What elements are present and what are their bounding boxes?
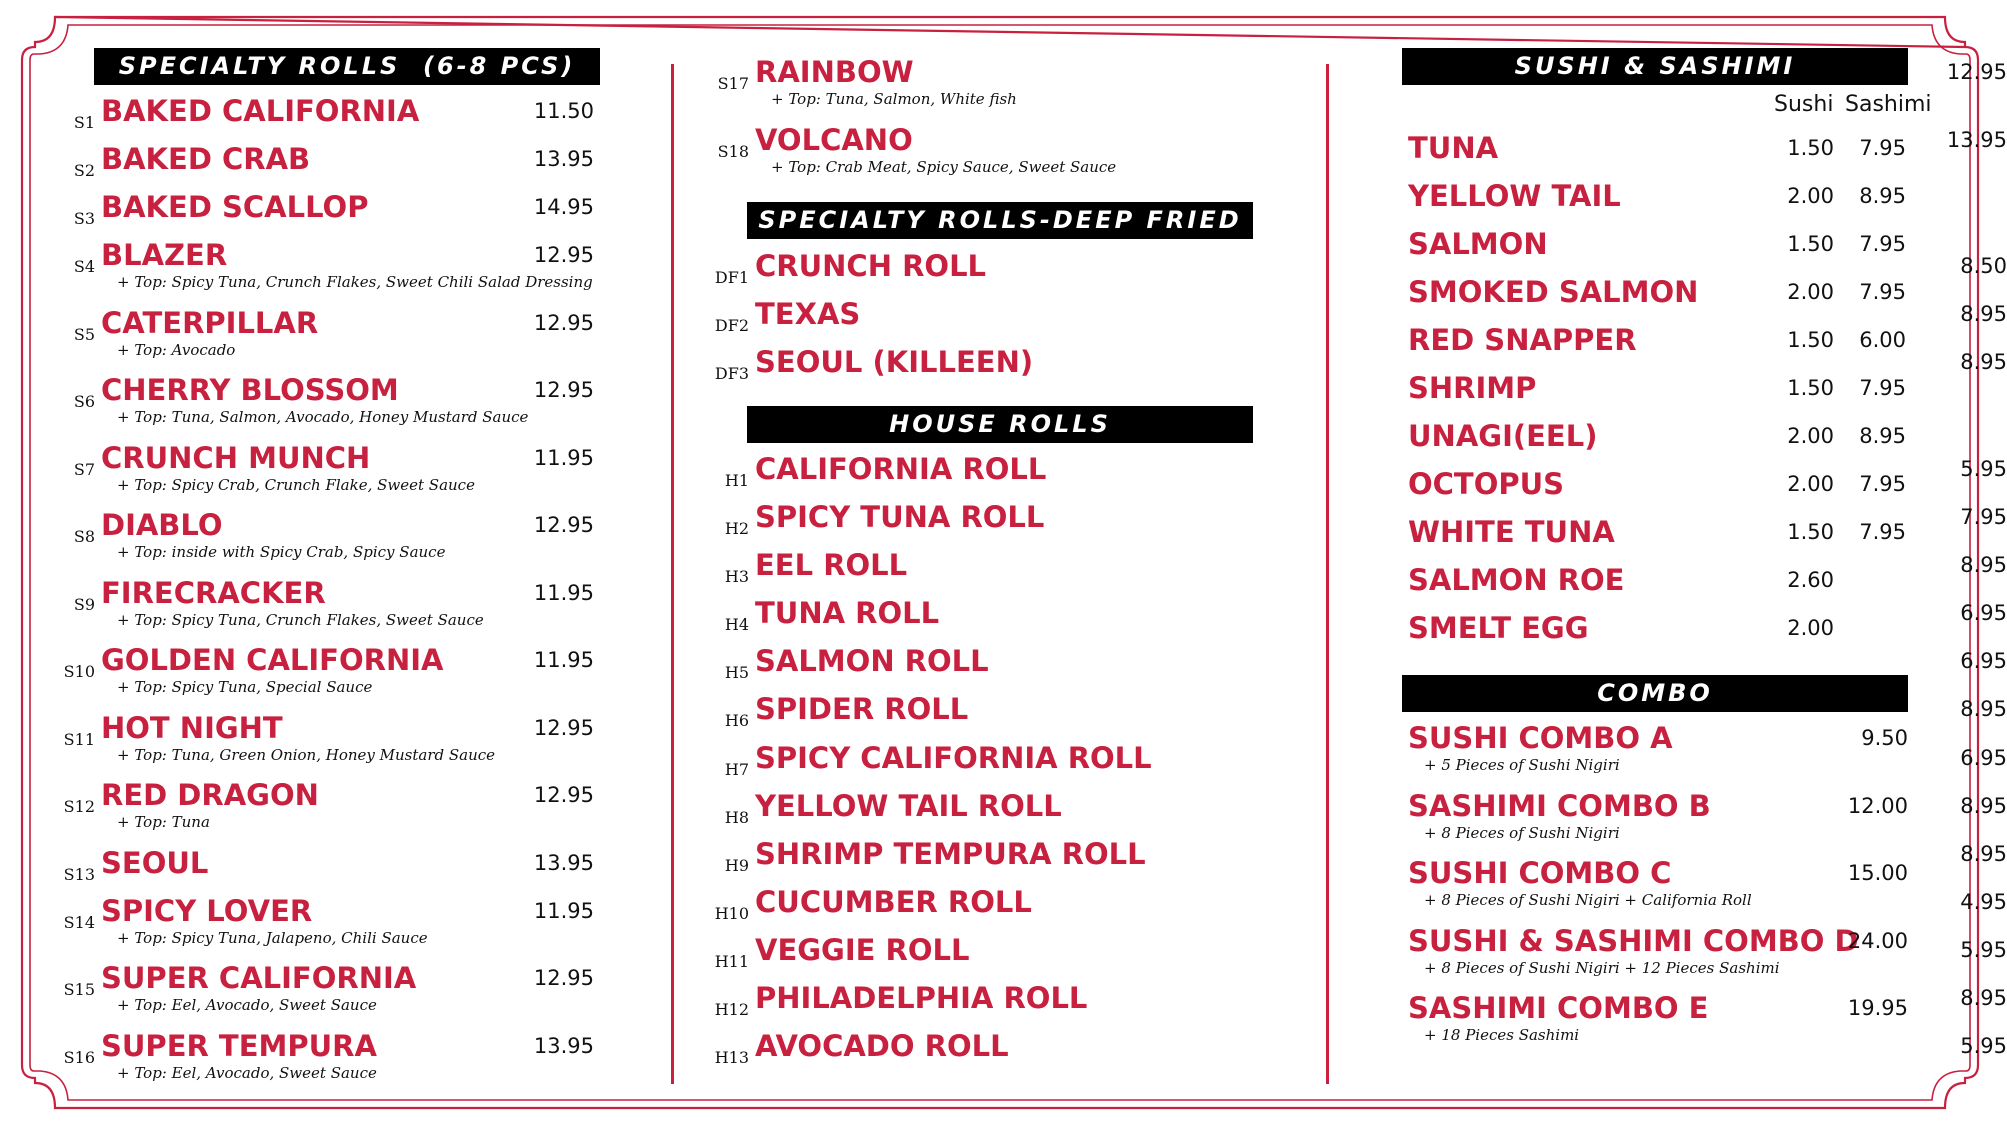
- item-code: S10: [63, 662, 95, 681]
- item-code: S13: [63, 865, 95, 884]
- item-name: TEXAS: [755, 297, 861, 331]
- sushi-item: [1408, 466, 1906, 502]
- item-price: 15.00: [1847, 861, 1908, 885]
- specialty-roll-item: [73, 575, 594, 629]
- combo-item: [1408, 923, 1908, 977]
- item-code: S17: [717, 74, 749, 93]
- item-name: SPICY LOVER: [101, 894, 313, 928]
- item-price: 13.95: [533, 851, 594, 875]
- item-price: 4.95: [1960, 890, 2007, 914]
- sushi-item: [1408, 610, 1834, 646]
- combo-header: COMBO: [1402, 675, 1908, 712]
- item-description: + Top: Tuna, Salmon, White fish: [771, 90, 1017, 108]
- sushi-item: [1408, 274, 1906, 310]
- sushi-item: [1408, 226, 1906, 262]
- item-price: 8.50: [1960, 254, 2007, 278]
- sushi-item: [1408, 322, 1906, 358]
- item-name: CUCUMBER ROLL: [755, 885, 1032, 919]
- item-description: + Top: Spicy Tuna, Jalapeno, Chili Sauce: [117, 929, 428, 947]
- specialty-roll-item: [63, 960, 594, 1014]
- item-price: 12.95: [533, 513, 594, 537]
- item-name: SMELT EGG: [1408, 611, 1589, 645]
- item-code: H10: [714, 904, 749, 923]
- item-name: SASHIMI COMBO E: [1408, 991, 1709, 1025]
- item-name: BAKED CALIFORNIA: [101, 94, 420, 128]
- sushi-item: [1408, 514, 1906, 550]
- item-name: BAKED SCALLOP: [101, 190, 369, 224]
- item-name: SHRIMP: [1408, 371, 1537, 405]
- sushi-price: 2.00: [1787, 280, 1834, 304]
- specialty-roll-item: [63, 642, 594, 696]
- item-name: GOLDEN CALIFORNIA: [101, 643, 444, 677]
- sushi-item: [1408, 130, 1906, 166]
- sushi-price: 2.00: [1787, 424, 1834, 448]
- item-code: H9: [724, 856, 749, 875]
- item-code: S8: [73, 527, 95, 546]
- sushi-column-label: Sushi: [1774, 92, 1834, 117]
- column-divider-left: [671, 64, 674, 1084]
- item-description: + Top: Avocado: [117, 341, 236, 359]
- item-name: SEOUL (KILLEEN): [755, 345, 1034, 379]
- item-name: CRUNCH ROLL: [755, 249, 987, 283]
- item-code: DF3: [714, 364, 749, 383]
- specialty-roll-item: [73, 141, 594, 180]
- item-price: 11.95: [533, 899, 594, 923]
- item-price: 8.95: [1960, 986, 2007, 1010]
- item-description: + 5 Pieces of Sushi Nigiri: [1424, 756, 1620, 774]
- sashimi-price: 8.95: [1859, 184, 1906, 208]
- item-price: 6.95: [1960, 649, 2007, 673]
- sushi-price: 2.00: [1787, 184, 1834, 208]
- item-description: + 8 Pieces of Sushi Nigiri: [1424, 824, 1620, 842]
- item-name: HOT NIGHT: [101, 711, 283, 745]
- item-price: 19.95: [1847, 996, 1908, 1020]
- item-description: + Top: Spicy Tuna, Crunch Flakes, Sweet Chili Salad Dressing: [117, 273, 593, 291]
- item-code: H7: [724, 760, 749, 779]
- sashimi-price: 6.00: [1859, 328, 1906, 352]
- item-code: DF1: [714, 268, 749, 287]
- item-code: S3: [73, 209, 95, 228]
- item-name: WHITE TUNA: [1408, 515, 1615, 549]
- item-price: 12.95: [533, 716, 594, 740]
- item-name: YELLOW TAIL ROLL: [755, 789, 1062, 823]
- item-price: 5.95: [1960, 938, 2007, 962]
- item-code: S6: [73, 392, 95, 411]
- sashimi-column-label: Sashimi: [1845, 92, 1932, 117]
- item-price: 12.95: [533, 966, 594, 990]
- combo-item: [1408, 788, 1908, 842]
- sushi-price: 1.50: [1787, 520, 1834, 544]
- item-name: RED SNAPPER: [1408, 323, 1637, 357]
- item-code: S11: [63, 730, 95, 749]
- item-price: 13.95: [533, 147, 594, 171]
- item-description: + Top: Tuna: [117, 813, 210, 831]
- item-description: + Top: Spicy Crab, Crunch Flake, Sweet Sauce: [117, 476, 475, 494]
- item-price: 8.95: [1960, 842, 2007, 866]
- item-price: 8.95: [1960, 302, 2007, 326]
- item-description: + Top: Spicy Tuna, Crunch Flakes, Sweet Sauce: [117, 611, 484, 629]
- item-description: + 8 Pieces of Sushi Nigiri + 12 Pieces Sashimi: [1424, 959, 1780, 977]
- item-name: OCTOPUS: [1408, 467, 1565, 501]
- combo-item: [1408, 855, 1908, 909]
- item-code: S18: [717, 142, 749, 161]
- item-name: SALMON ROLL: [755, 644, 989, 678]
- specialty-roll-item: [73, 189, 594, 228]
- item-code: H8: [724, 808, 749, 827]
- item-name: SPIDER ROLL: [755, 692, 969, 726]
- sushi-price: 1.50: [1787, 376, 1834, 400]
- combo-item: [1408, 720, 1908, 774]
- house-roll-item: [724, 643, 2007, 682]
- item-code: S4: [73, 257, 95, 276]
- item-price: 8.95: [1960, 350, 2007, 374]
- item-price: 13.95: [1946, 128, 2007, 152]
- item-price: 9.50: [1861, 726, 1908, 750]
- sushi-item: [1408, 562, 1834, 598]
- item-name: UNAGI(EEL): [1408, 419, 1598, 453]
- house-rolls-header: HOUSE ROLLS: [747, 406, 1253, 443]
- item-name: CRUNCH MUNCH: [101, 441, 371, 475]
- specialty-roll-item: [73, 93, 594, 132]
- item-price: 14.95: [533, 195, 594, 219]
- item-name: SMOKED SALMON: [1408, 275, 1699, 309]
- item-price: 12.95: [533, 243, 594, 267]
- sushi-price: 1.50: [1787, 232, 1834, 256]
- item-description: + Top: Eel, Avocado, Sweet Sauce: [117, 1064, 377, 1082]
- item-price: 12.00: [1847, 794, 1908, 818]
- item-code: H6: [724, 711, 749, 730]
- item-code: S7: [73, 460, 95, 479]
- item-code: S1: [73, 113, 95, 132]
- item-price: 11.50: [533, 99, 594, 123]
- deep-fried-item: [714, 248, 2007, 287]
- item-code: S9: [73, 595, 95, 614]
- item-name: CATERPILLAR: [101, 306, 319, 340]
- item-name: YELLOW TAIL: [1408, 179, 1621, 213]
- sushi-price: 1.50: [1787, 136, 1834, 160]
- item-price: 8.95: [1960, 794, 2007, 818]
- item-code: S12: [63, 797, 95, 816]
- item-description: + Top: Tuna, Salmon, Avocado, Honey Mustard Sauce: [117, 408, 529, 426]
- sushi-price: 1.50: [1787, 328, 1834, 352]
- item-name: SHRIMP TEMPURA ROLL: [755, 837, 1146, 871]
- specialty-roll-item: [73, 305, 594, 359]
- specialty-roll-item: [63, 710, 594, 764]
- sushi-item: [1408, 418, 1906, 454]
- item-name: VOLCANO: [755, 123, 913, 157]
- item-code: H3: [724, 567, 749, 586]
- sashimi-price: 7.95: [1859, 376, 1906, 400]
- item-price: 12.95: [1946, 60, 2007, 84]
- item-code: H1: [724, 471, 749, 490]
- sashimi-price: 7.95: [1859, 472, 1906, 496]
- sashimi-price: 7.95: [1859, 232, 1906, 256]
- item-price: 11.95: [533, 581, 594, 605]
- item-price: 7.95: [1960, 505, 2007, 529]
- specialty-roll-item: [73, 440, 594, 494]
- item-name: AVOCADO ROLL: [755, 1029, 1009, 1063]
- item-name: FIRECRACKER: [101, 576, 326, 610]
- item-description: + Top: Spicy Tuna, Special Sauce: [117, 678, 373, 696]
- item-price: 11.95: [533, 446, 594, 470]
- item-name: PHILADELPHIA ROLL: [755, 981, 1088, 1015]
- item-name: TUNA ROLL: [755, 596, 940, 630]
- item-name: CHERRY BLOSSOM: [101, 373, 399, 407]
- deep-fried-header: SPECIALTY ROLLS-DEEP FRIED: [747, 202, 1253, 239]
- item-name: SUSHI COMBO A: [1408, 721, 1673, 755]
- item-name: SPICY TUNA ROLL: [755, 500, 1045, 534]
- item-name: CALIFORNIA ROLL: [755, 452, 1047, 486]
- item-name: BAKED CRAB: [101, 142, 311, 176]
- item-price: 13.95: [533, 1034, 594, 1058]
- item-code: S5: [73, 325, 95, 344]
- item-name: SUSHI & SASHIMI COMBO D: [1408, 924, 1859, 958]
- sashimi-price: 8.95: [1859, 424, 1906, 448]
- item-name: DIABLO: [101, 508, 223, 542]
- item-code: S14: [63, 913, 95, 932]
- item-description: + Top: Eel, Avocado, Sweet Sauce: [117, 996, 377, 1014]
- item-name: SALMON: [1408, 227, 1548, 261]
- column-divider-right: [1326, 64, 1329, 1084]
- specialty-roll-item: [63, 777, 594, 831]
- item-price: 5.95: [1960, 457, 2007, 481]
- item-description: + Top: Tuna, Green Onion, Honey Mustard Sauce: [117, 746, 496, 764]
- item-code: H2: [724, 519, 749, 538]
- item-code: H13: [714, 1048, 749, 1067]
- item-code: H4: [724, 615, 749, 634]
- sushi-price: 2.00: [1787, 472, 1834, 496]
- specialty-roll-item: [73, 507, 594, 561]
- item-name: RAINBOW: [755, 55, 914, 89]
- item-code: DF2: [714, 316, 749, 335]
- specialty-roll-item: [63, 1028, 594, 1082]
- sashimi-price: 7.95: [1859, 520, 1906, 544]
- specialty-roll-item: [73, 237, 594, 291]
- item-code: H12: [714, 1000, 749, 1019]
- specialty-roll-item: [63, 893, 594, 947]
- item-description: + Top: Crab Meat, Spicy Sauce, Sweet Sauce: [771, 158, 1117, 176]
- sashimi-price: 7.95: [1859, 136, 1906, 160]
- item-description: + 18 Pieces Sashimi: [1424, 1026, 1580, 1044]
- specialty-rolls-header: SPECIALTY ROLLS (6-8 PCS): [94, 48, 600, 85]
- item-description: + Top: inside with Spicy Crab, Spicy Sauce: [117, 543, 446, 561]
- item-price: 8.95: [1960, 697, 2007, 721]
- item-name: SALMON ROE: [1408, 563, 1625, 597]
- item-description: + 8 Pieces of Sushi Nigiri + California Roll: [1424, 891, 1752, 909]
- sushi-sashimi-header: SUSHI & SASHIMI: [1402, 48, 1908, 85]
- item-name: SPICY CALIFORNIA ROLL: [755, 741, 1152, 775]
- item-code: S16: [63, 1048, 95, 1067]
- item-price: 8.95: [1960, 553, 2007, 577]
- item-name: VEGGIE ROLL: [755, 933, 970, 967]
- item-name: RED DRAGON: [101, 778, 319, 812]
- item-name: SASHIMI COMBO B: [1408, 789, 1711, 823]
- item-price: 24.00: [1847, 929, 1908, 953]
- deep-fried-item: [714, 296, 2007, 335]
- item-name: SUSHI COMBO C: [1408, 856, 1672, 890]
- item-price: 5.95: [1960, 1034, 2007, 1058]
- item-code: S2: [73, 161, 95, 180]
- item-price: 12.95: [533, 783, 594, 807]
- combo-item: [1408, 990, 1908, 1044]
- sushi-price: 2.00: [1787, 616, 1834, 640]
- deep-fried-item: [714, 344, 2007, 383]
- sushi-price: 2.60: [1787, 568, 1834, 592]
- item-price: 12.95: [533, 311, 594, 335]
- item-price: 11.95: [533, 648, 594, 672]
- item-name: SUPER CALIFORNIA: [101, 961, 417, 995]
- item-name: SEOUL: [101, 846, 209, 880]
- sushi-item: [1408, 178, 1906, 214]
- item-code: S15: [63, 980, 95, 999]
- item-price: 6.95: [1960, 601, 2007, 625]
- item-price: 12.95: [533, 378, 594, 402]
- item-price: 6.95: [1960, 746, 2007, 770]
- sushi-item: [1408, 370, 1906, 406]
- item-code: H5: [724, 663, 749, 682]
- item-name: TUNA: [1408, 131, 1499, 165]
- item-name: BLAZER: [101, 238, 228, 272]
- specialty-roll-item: [63, 845, 594, 884]
- sashimi-price: 7.95: [1859, 280, 1906, 304]
- item-name: SUPER TEMPURA: [101, 1029, 377, 1063]
- item-code: H11: [714, 952, 749, 971]
- specialty-roll-item: [73, 372, 594, 426]
- item-name: EEL ROLL: [755, 548, 908, 582]
